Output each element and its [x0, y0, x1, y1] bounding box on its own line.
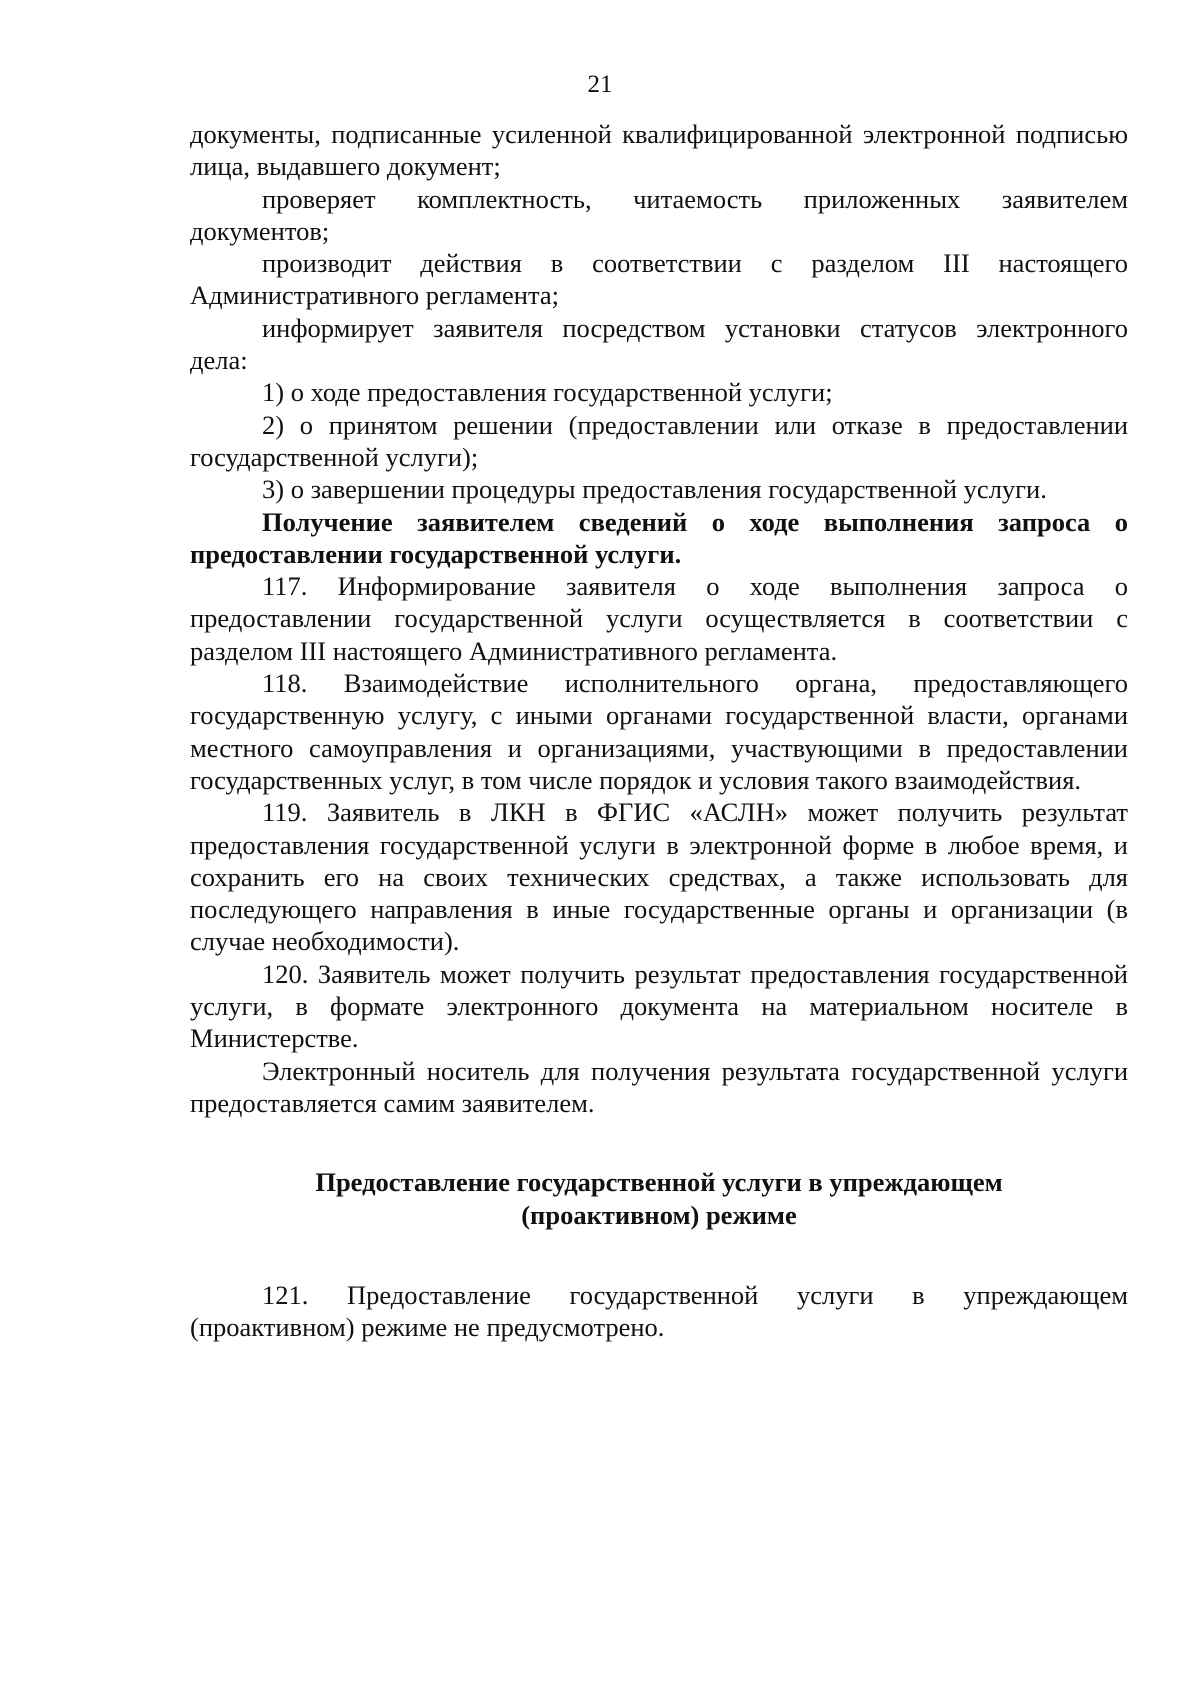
paragraph-121: 121. Предоставление государственной услуги в упреждающем (проактивном) режиме не предусмотрено.: [190, 1279, 1128, 1343]
paragraph-119: 119. Заявитель в ЛКН в ФГИС «АСЛН» может получить результат предоставления государственной услуги в электронной форме в любое время, и сохранить его на своих технических средствах, а также использовать для последующего направления в иные государственные органы и организации (в случае необходимости).: [190, 797, 1128, 957]
paragraph-signed-documents: документы, подписанные усиленной квалифицированной электронной подписью лица, выдавшего документ;: [190, 119, 1128, 182]
paragraph-120: 120. Заявитель может получить результат предоставления государственной услуги, в формате электронного документа на материальном носителе в Министерстве.: [190, 958, 1128, 1054]
document-body: [190, 118, 1128, 1343]
list-item-completion: 3) о завершении процедуры предоставления государственной услуги.: [262, 474, 1047, 505]
paragraph-electronic-carrier: Электронный носитель для получения результата государственной услуги предоставляется самим заявителем.: [190, 1055, 1128, 1118]
paragraph-118: 118. Взаимодействие исполнительного органа, предоставляющего государственную услугу, с иными органами государственной власти, органами местного самоуправления и организациями, участвующими в предоставлении государственных услуг, в том числе порядок и условия такого взаимодействия.: [190, 668, 1128, 795]
paragraph-performs-actions: производит действия в соответствии с разделом III настоящего Административного регламента;: [190, 248, 1128, 311]
subheading-obtaining-information: Получение заявителем сведений о ходе выполнения запроса о предоставлении государственной услуги.: [190, 506, 1128, 569]
page-number: 21: [587, 71, 613, 98]
paragraph-117: 117. Информирование заявителя о ходе выполнения запроса о предоставлении государственной услуги осуществляется в соответствии с разделом III настоящего Административного регламента.: [190, 571, 1128, 666]
list-item-decision: 2) о принятом решении (предоставлении или отказе в предоставлении государственной услуги);: [190, 409, 1128, 472]
section-heading-proactive-mode: Предоставление государственной услуги в упреждающем (проактивном) режиме: [315, 1167, 1003, 1230]
list-item-progress: 1) о ходе предоставления государственной услуги;: [262, 377, 833, 408]
paragraph-informs-applicant: информирует заявителя посредством установки статусов электронного дела:: [190, 312, 1128, 376]
paragraph-checks-completeness: проверяет комплектность, читаемость приложенных заявителем документов;: [190, 183, 1128, 246]
